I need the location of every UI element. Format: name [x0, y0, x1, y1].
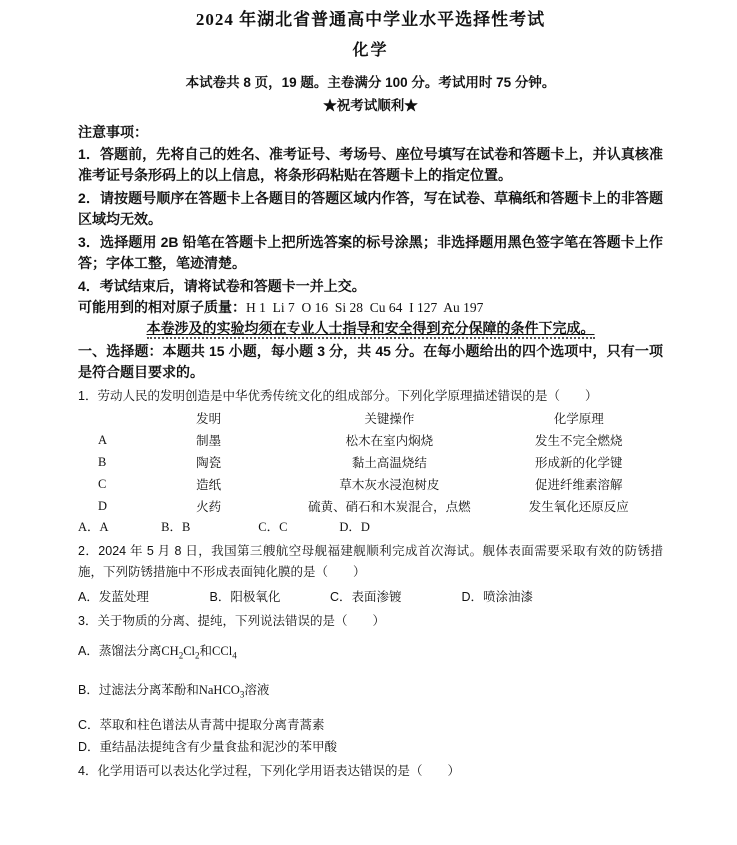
table-header-principle: 化学原理	[553, 412, 604, 426]
row-key: B	[98, 454, 107, 469]
notice-item-4: 4．考试结束后，请将试卷和答题卡一并上交。	[78, 278, 366, 294]
question-3-option-c: C．萃取和柱色谱法从青蒿中提取分离青蒿素	[78, 718, 325, 732]
table-row	[90, 429, 655, 451]
question-3-option-b: B．过滤法分离苯酚和NaHCO$_3$溶液	[78, 683, 270, 700]
table-row	[90, 473, 655, 495]
safety-note: 本卷涉及的实验均须在专业人士指导和安全得到充分保障的条件下完成。	[78, 318, 663, 339]
row-operation: 松木在室内焖烧	[345, 434, 434, 448]
question-3-option-a: A．蒸馏法分离$CH_2Cl_2$和CCl$_4$	[78, 644, 237, 661]
table-row	[90, 495, 655, 517]
formula-ccl4: CCl$_4$	[212, 644, 237, 661]
option-b: B．B	[161, 520, 191, 534]
question-2-options	[78, 587, 663, 608]
question-1-table	[90, 407, 655, 517]
option-c: C．C	[258, 520, 288, 534]
page-title: 2024 年湖北省普通高中学业水平选择性考试	[195, 10, 546, 29]
row-operation: 硫黄、硝石和木炭混合，点燃	[308, 500, 471, 514]
option-c: C．表面渗镀	[329, 590, 402, 604]
table-header-invention: 发明	[196, 412, 222, 426]
table-header-row	[90, 407, 655, 429]
option-d: D．D	[339, 520, 370, 534]
atomic-mass-label: 可能用到的相对原子质量：	[78, 299, 246, 315]
row-invention: 火药	[196, 500, 222, 514]
notice-item-1: 1．答题前，先将自己的姓名、准考证号、考场号、座位号填写在试卷和答题卡上，并认真核准准考证号条形码上的以上信息，将条形码粘贴在答题卡上的指定位置。	[78, 146, 663, 183]
row-operation: 草木灰水浸泡树皮	[339, 478, 440, 492]
atomic-mass-line	[78, 297, 663, 318]
atomic-mass-values: H 1 Li 7 O 16 Si 28 Cu 64 I 127 Au 197	[246, 300, 484, 315]
row-principle: 发生氧化还原反应	[528, 500, 629, 514]
table-row	[90, 451, 655, 473]
row-principle: 促进纤维素溶解	[534, 478, 623, 492]
row-key: A	[98, 432, 108, 447]
question-1-options	[78, 517, 663, 538]
option-a: A．发蓝处理	[78, 590, 149, 604]
row-key: D	[98, 498, 108, 513]
row-invention: 陶瓷	[196, 456, 222, 470]
row-principle: 形成新的化学键	[534, 456, 623, 470]
option-a: A．A	[78, 520, 109, 534]
row-invention: 造纸	[196, 478, 222, 492]
section-heading: 一、选择题：本题共 15 小题，每小题 3 分，共 45 分。在每小题给出的四个选项中，只有一项是符合题目要求的。	[78, 343, 663, 380]
question-3-option-d: D．重结晶法提纯含有少量食盐和泥沙的苯甲酸	[78, 740, 338, 754]
subject-title: 化学	[352, 42, 389, 59]
row-key: C	[98, 476, 107, 491]
option-d: D．喷涂油漆	[461, 590, 533, 604]
notice-item-2: 2．请按题号顺序在答题卡上各题目的答题区域内作答，写在试卷、草稿纸和答题卡上的非答题区域均无效。	[78, 190, 663, 227]
table-header-empty	[90, 407, 141, 429]
question-1-text: 1．劳动人民的发明创造是中华优秀传统文化的组成部分。下列化学原理描述错误的是（ ）	[78, 389, 598, 403]
question-4-text: 4．化学用语可以表达化学过程，下列化学用语表达错误的是（ ）	[78, 764, 460, 778]
exam-wish: ★祝考试顺利★	[323, 98, 418, 113]
exam-info: 本试卷共 8 页，19 题。主卷满分 100 分。考试用时 75 分钟。	[185, 75, 556, 90]
question-2-text: 2．2024 年 5 月 8 日，我国第三艘航空母舰福建舰顺利完成首次海试。舰体表面需要采取有效的防锈措施，下列防锈措施中不形成表面钝化膜的是（ ）	[78, 544, 663, 579]
formula-nahco3: NaHCO$_3$	[198, 683, 245, 700]
question-3-text: 3．关于物质的分离、提纯，下列说法错误的是（ ）	[78, 614, 385, 628]
row-principle: 发生不完全燃烧	[534, 434, 623, 448]
formula-ch2cl2: $CH_2Cl_2$	[161, 644, 200, 661]
notice-heading: 注意事项：	[78, 124, 148, 140]
option-b: B．阳极氧化	[209, 590, 281, 604]
row-operation: 黏土高温烧结	[351, 456, 427, 470]
notice-item-3: 3．选择题用 2B 铅笔在答题卡上把所选答案的标号涂黑；非选择题用黑色签字笔在答题卡上作答；字体工整，笔迹清楚。	[78, 234, 663, 271]
table-header-operation: 关键操作	[364, 412, 415, 426]
row-invention: 制墨	[196, 434, 222, 448]
